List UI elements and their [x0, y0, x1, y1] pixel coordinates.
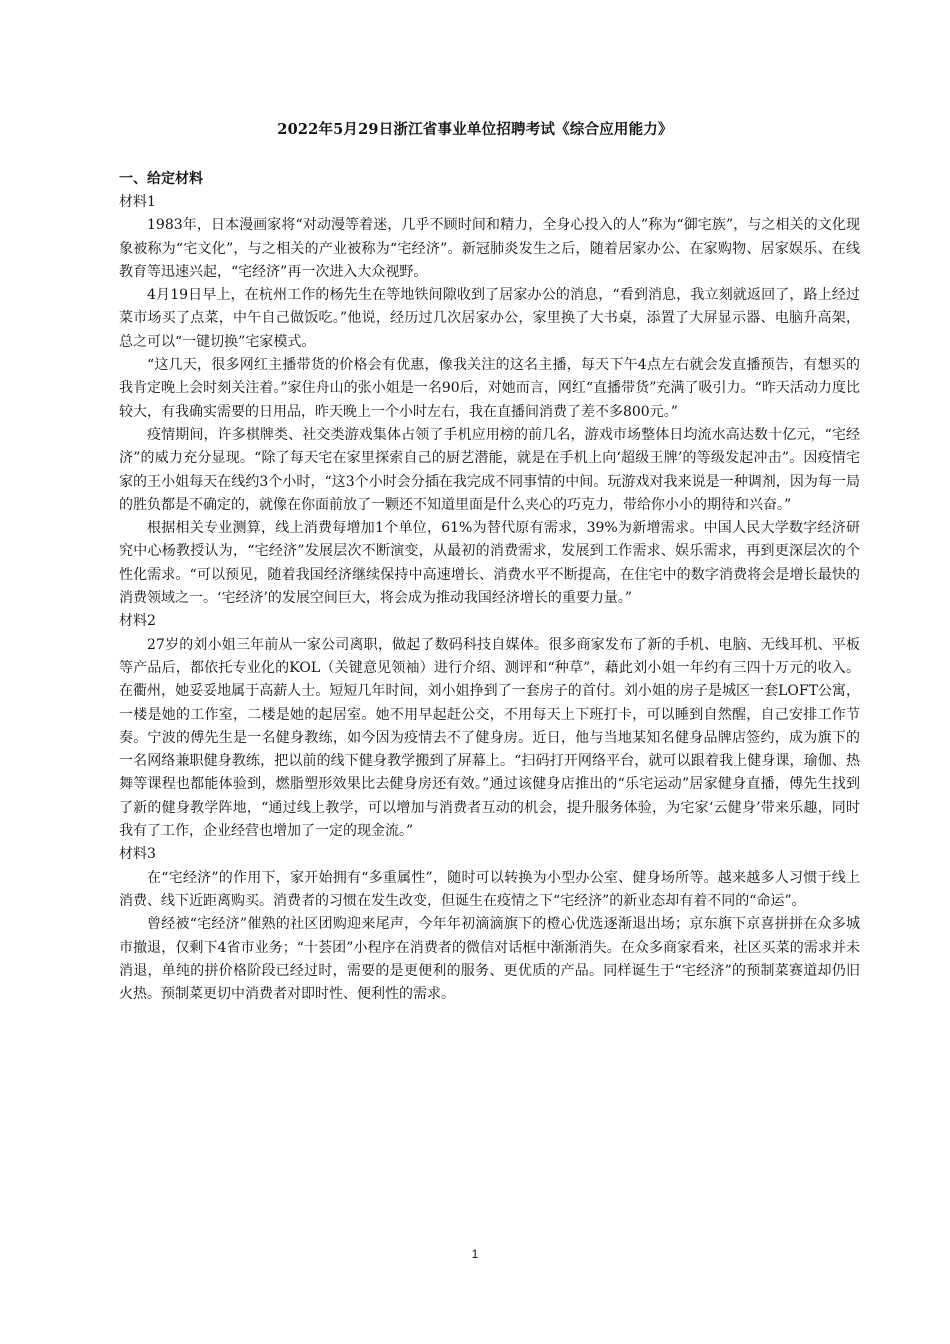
document-title: 2022年5月29日浙江省事业单位招聘考试《综合应用能力》 [277, 121, 673, 138]
material-1-title: 材料1 [119, 194, 156, 210]
material-1-paragraph: 4月19日早上，在杭州工作的杨先生在等地铁间隙收到了居家办公的消息，“看到消息，我立刻就返回了，路上经过菜市场买了点菜，中午自己做饭吃。”他说，经历过几次居家办公，家里换了大书桌，添置了大屏显示器、电脑升高架，总之可以“一键切换”宅家模式。 [119, 287, 860, 350]
page-number: 1 [471, 1247, 479, 1261]
material-2-title: 材料2 [119, 613, 156, 630]
material-1-paragraph: “这几天，很多网红主播带货的价格会有优惠，像我关注的这名主播，每天下午4点左右就会发直播预告，有想买的我肯定晚上会时刻关注着。”家住舟山的张小姐是一名90后，对她而言，网红“直播带货”充满了吸引力。“昨天活动力度比较大，有我确实需要的日用品，昨天晚上一个小时左右，我在直播间消费了差不多800元。” [119, 357, 860, 420]
section-heading: 一、给定材料 [119, 171, 203, 187]
material-1-paragraph: 疫情期间，许多棋牌类、社交类游戏集体占领了手机应用榜的前几名，游戏市场整体日均流水高达数十亿元，“宅经济”的威力充分显现。“除了每天宅在家里探索自己的厨艺潜能，就是在手机上向‘超级王牌’的等级发起冲击”。因疫情宅家的王小姐每天在线约3个小时，“这3个小时会分插在我完成不同事情的中间。玩游戏对我来说是一种调剂，因为每一局的胜负都是不确定的，就像在你面前放了一颗还不知道里面是什么夹心的巧克力，带给你小小的期待和兴奋。” [119, 426, 860, 513]
material-1-paragraph: 1983年，日本漫画家将“对动漫等着迷，几乎不顾时间和精力，全身心投入的人”称为“御宅族”，与之相关的文化现象被称为“宅文化”，与之相关的产业被称为“宅经济”。新冠肺炎发生之后，随着居家办公、在家购物、居家娱乐、在线教育等迅速兴起，“宅经济”再一次进入大众视野。 [119, 217, 860, 280]
material-2-paragraph: 27岁的刘小姐三年前从一家公司离职，做起了数码科技自媒体。很多商家发布了新的手机、电脑、无线耳机、平板等产品后，都依托专业化的KOL（关键意见领袖）进行介绍、测评和“种草”，藉此刘小姐一年约有三四十万元的收入。在衢州，她妥妥地属于高薪人士。短短几年时间，刘小姐挣到了一套房子的首付。刘小姐的房子是城区一套LOFT公寓，一楼是她的工作室，二楼是她的起居室。她不用早起赶公交，不用每天上下班打卡，可以睡到自然醒，自己安排工作节奏。宁波的傅先生是一名健身教练，如今因为疫情去不了健身房。近日，他与当地某知名健身品牌店签约，成为旗下的一名网络兼职健身教练，把以前的线下健身教学搬到了屏幕上。“扫码打开网络平台，就可以跟着我上健身课，瑜伽、热舞等课程也都能体验到，燃脂塑形效果比去健身房还有效。”通过该健身店推出的“乐宅运动”居家健身直播，傅先生找到了新的健身教学阵地，“通过线上教学，可以增加与消费者互动的机会，提升服务体验，为宅家‘云健身’带来乐趣，同时我有了工作，企业经营也增加了一定的现金流。” [119, 636, 860, 840]
material-3-paragraph: 曾经被“宅经济”催熟的社区团购迎来尾声，今年年初滴滴旗下的橙心优选逐渐退出场；京东旗下京喜拼拼在众多城市撤退，仅剩下4省市业务；“十荟团”小程序在消费者的微信对话框中渐渐消失。在众多商家看来，社区买菜的需求并未消退，单纯的拼价格阶段已经过时，需要的是更便利的服务、更优质的产品。同样诞生于“宅经济”的预制菜赛道却仍旧火热。预制菜更切中消费者对即时性、便利性的需求。 [119, 916, 860, 1003]
document-body [119, 168, 860, 1006]
material-3-paragraph: 在“宅经济”的作用下，家开始拥有“多重属性”，随时可以转换为小型办公室、健身场所等。越来越多人习惯于线上消费、线下近距离购买。消费者的习惯在发生改变，但诞生在疫情之下“宅经济”的新业态却有着不同的“命运”。 [119, 869, 860, 909]
material-1-paragraph: 根据相关专业测算，线上消费每增加1个单位，61%为替代原有需求，39%为新增需求。中国人民大学数字经济研究中心杨教授认为，“宅经济”发展层次不断演变，从最初的消费需求，发展到工作需求、娱乐需求，再到更深层次的个性化需求。“可以预见，随着我国经济继续保持中高速增长、消费水平不断提高，在住宅中的数字消费将会是增长最快的消费领域之一。‘宅经济’的发展空间巨大，将会成为推动我国经济增长的重要力量。” [119, 520, 860, 607]
material-3-title: 材料3 [119, 846, 156, 863]
